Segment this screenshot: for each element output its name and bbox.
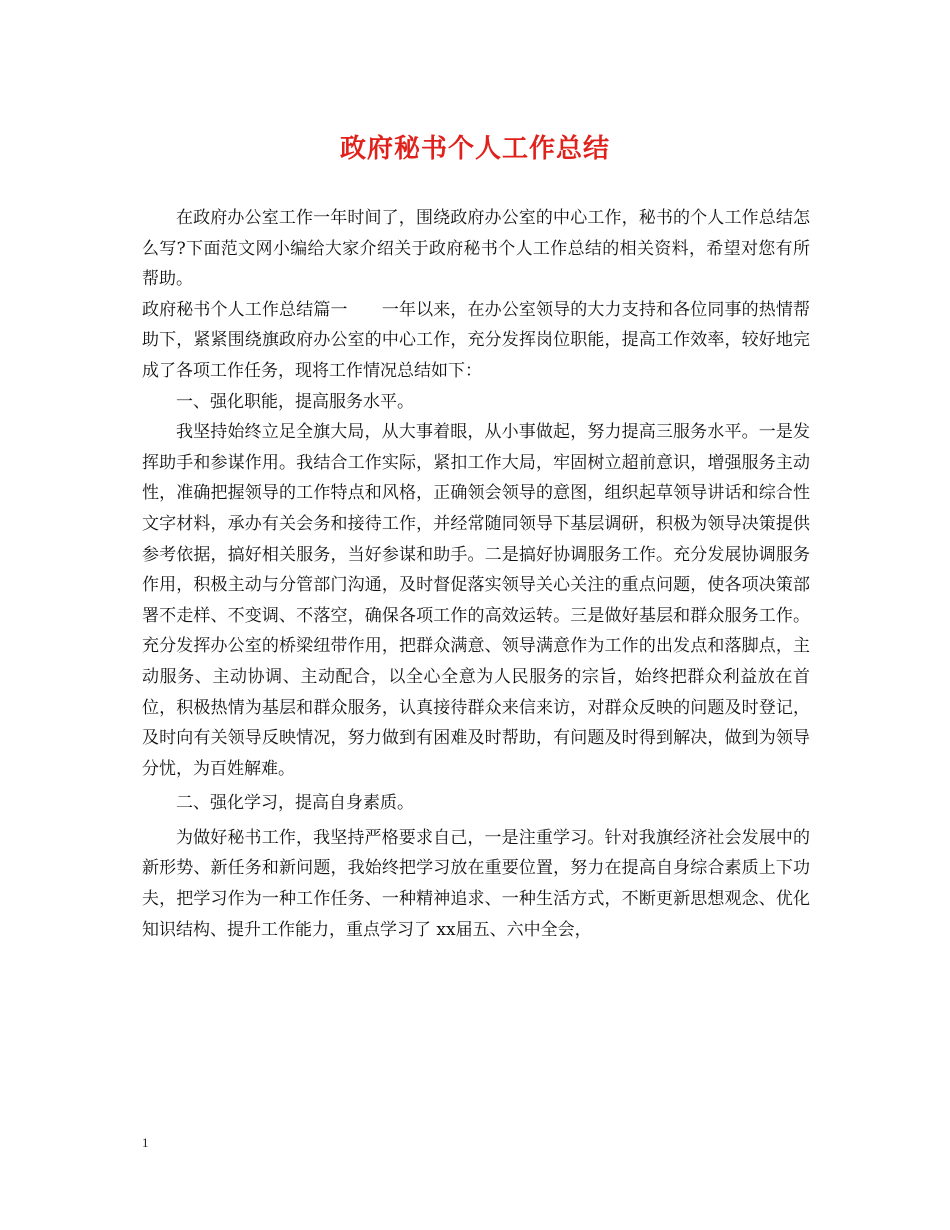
document-body bbox=[142, 203, 810, 945]
intro-paragraph: 在政府办公室工作一年时间了，围绕政府办公室的中心工作，秘书的个人工作总结怎么写?下面范文网小编给大家介绍关于政府秘书个人工作总结的相关资料，希望对您有所帮助。 bbox=[142, 208, 810, 290]
page-number: 1 bbox=[142, 1135, 149, 1150]
section-one-paragraph: 我坚持始终立足全旗大局，从大事着眼，从小事做起，努力提高三服务水平。一是发挥助手和参谋作用。我结合工作实际，紧扣工作大局，牢固树立超前意识，增强服务主动性，准确把握领导的工作特点和风格，正确领会领导的意图，组织起草领导讲话和综合性文字材料，承办有关会务和接待工作，并经常随同领导下基层调研，积极为领导决策提供参考依据，搞好相关服务，当好参谋和助手。二是搞好协调服务工作。充分发展协调服务作用，积极主动与分管部门沟通，及时督促落实领导关心关注的重点问题，使各项决策部署不走样、不变调、不落空，确保各项工作的高效运转。三是做好基层和群众服务工作。充分发挥办公室的桥梁纽带作用，把群众满意、领导满意作为工作的出发点和落脚点，主动服务、主动协调、主动配合，以全心全意为人民服务的宗旨，始终把群众利益放在首位，积极热情为基层和群众服务，认真接待群众来信来访，对群众反映的问题及时登记，及时向有关领导反映情况，努力做到有困难及时帮助，有问题及时得到解决，做到为领导分忧，为百姓解难。 bbox=[142, 422, 810, 779]
heading-one: 一、强化职能，提高服务水平。 bbox=[176, 391, 414, 412]
heading-two: 二、强化学习，提高自身素质。 bbox=[176, 793, 414, 814]
section-intro-paragraph: 政府秘书个人工作总结篇一 一年以来，在办公室领导的大力支持和各位同事的热情帮助下，紧紧围绕旗政府办公室的中心工作，充分发挥岗位职能，提高工作效率，较好地完成了各项工作任务，现将工作情况总结如下： bbox=[142, 299, 810, 381]
section-two-paragraph: 为做好秘书工作，我坚持严格要求自己，一是注重学习。针对我旗经济社会发展中的新形势、新任务和新问题，我始终把学习放在重要位置，努力在提高自身综合素质上下功夫，把学习作为一种工作任务、一种精神追求、一种生活方式，不断更新思想观念、优化知识结构、提升工作能力，重点学习了 xx届五、六中全会， bbox=[142, 827, 810, 940]
page-title: 政府秘书个人工作总结 bbox=[339, 134, 610, 164]
